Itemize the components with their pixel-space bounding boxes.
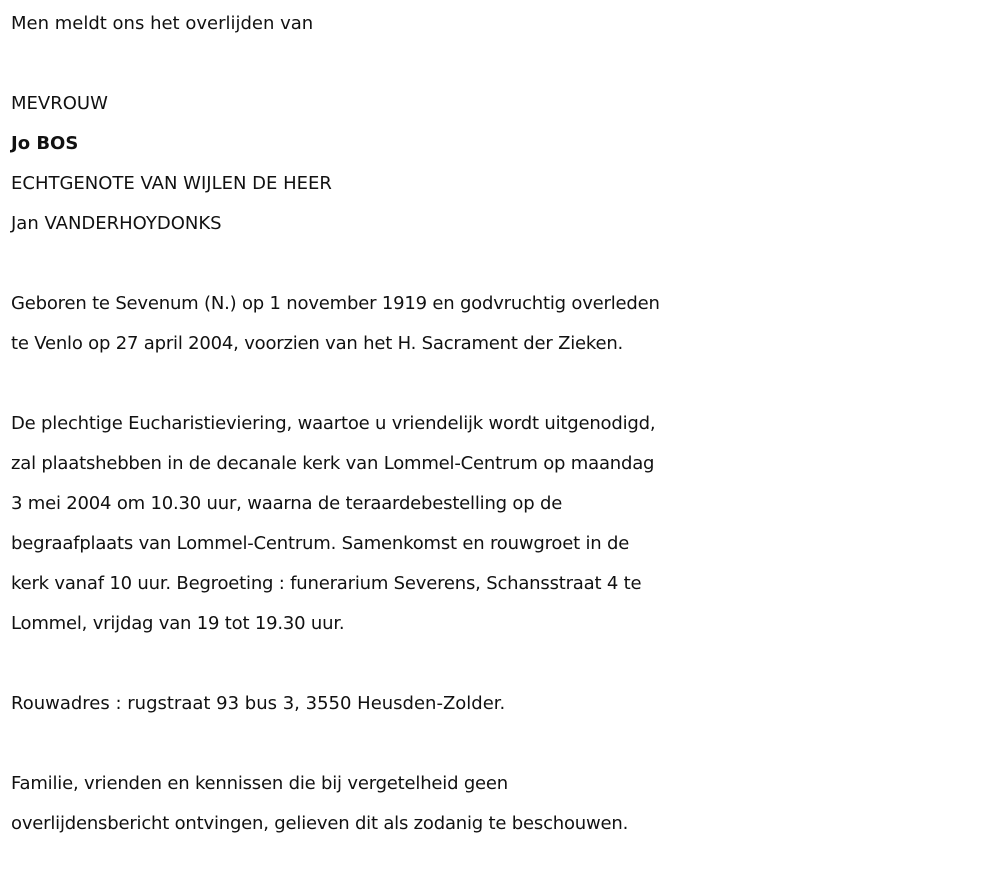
honorific: MEVROUW: [11, 93, 108, 114]
spacer: [11, 724, 996, 764]
death-notice: [11, 4, 996, 844]
paragraph-line: 3 mei 2004 om 10.30 uur, waarna de teraardebestelling op de: [11, 493, 563, 514]
closing-paragraph: [11, 764, 996, 844]
spacer: [11, 644, 996, 684]
paragraph-line: Lommel, vrijdag van 19 tot 19.30 uur.: [11, 613, 345, 634]
ceremony-paragraph: [11, 404, 996, 644]
intro-line: Men meldt ons het overlijden van: [11, 13, 314, 34]
spouse-label: ECHTGENOTE VAN WIJLEN DE HEER: [11, 173, 332, 194]
deceased-name: Jo BOS: [11, 133, 79, 154]
paragraph-line: zal plaatshebben in de decanale kerk van Lommel-Centrum op maandag: [11, 453, 655, 474]
paragraph-line: Geboren te Sevenum (N.) op 1 november 1919 en godvruchtig overleden: [11, 293, 660, 314]
paragraph-line: te Venlo op 27 april 2004, voorzien van het H. Sacrament der Zieken.: [11, 333, 624, 354]
paragraph-line: De plechtige Eucharistieviering, waartoe u vriendelijk wordt uitgenodigd,: [11, 413, 656, 434]
birth-death-paragraph: [11, 284, 996, 364]
spouse-name: Jan VANDERHOYDONKS: [11, 213, 222, 234]
paragraph-line: Familie, vrienden en kennissen die bij vergetelheid geen: [11, 773, 509, 794]
mourning-address: Rouwadres : rugstraat 93 bus 3, 3550 Heusden-Zolder.: [11, 693, 506, 714]
paragraph-line: overlijdensbericht ontvingen, gelieven dit als zodanig te beschouwen.: [11, 813, 629, 834]
spacer: [11, 244, 996, 284]
spacer: [11, 364, 996, 404]
paragraph-line: begraafplaats van Lommel-Centrum. Samenkomst en rouwgroet in de: [11, 533, 630, 554]
spacer: [11, 44, 996, 84]
paragraph-line: kerk vanaf 10 uur. Begroeting : funerarium Severens, Schansstraat 4 te: [11, 573, 642, 594]
